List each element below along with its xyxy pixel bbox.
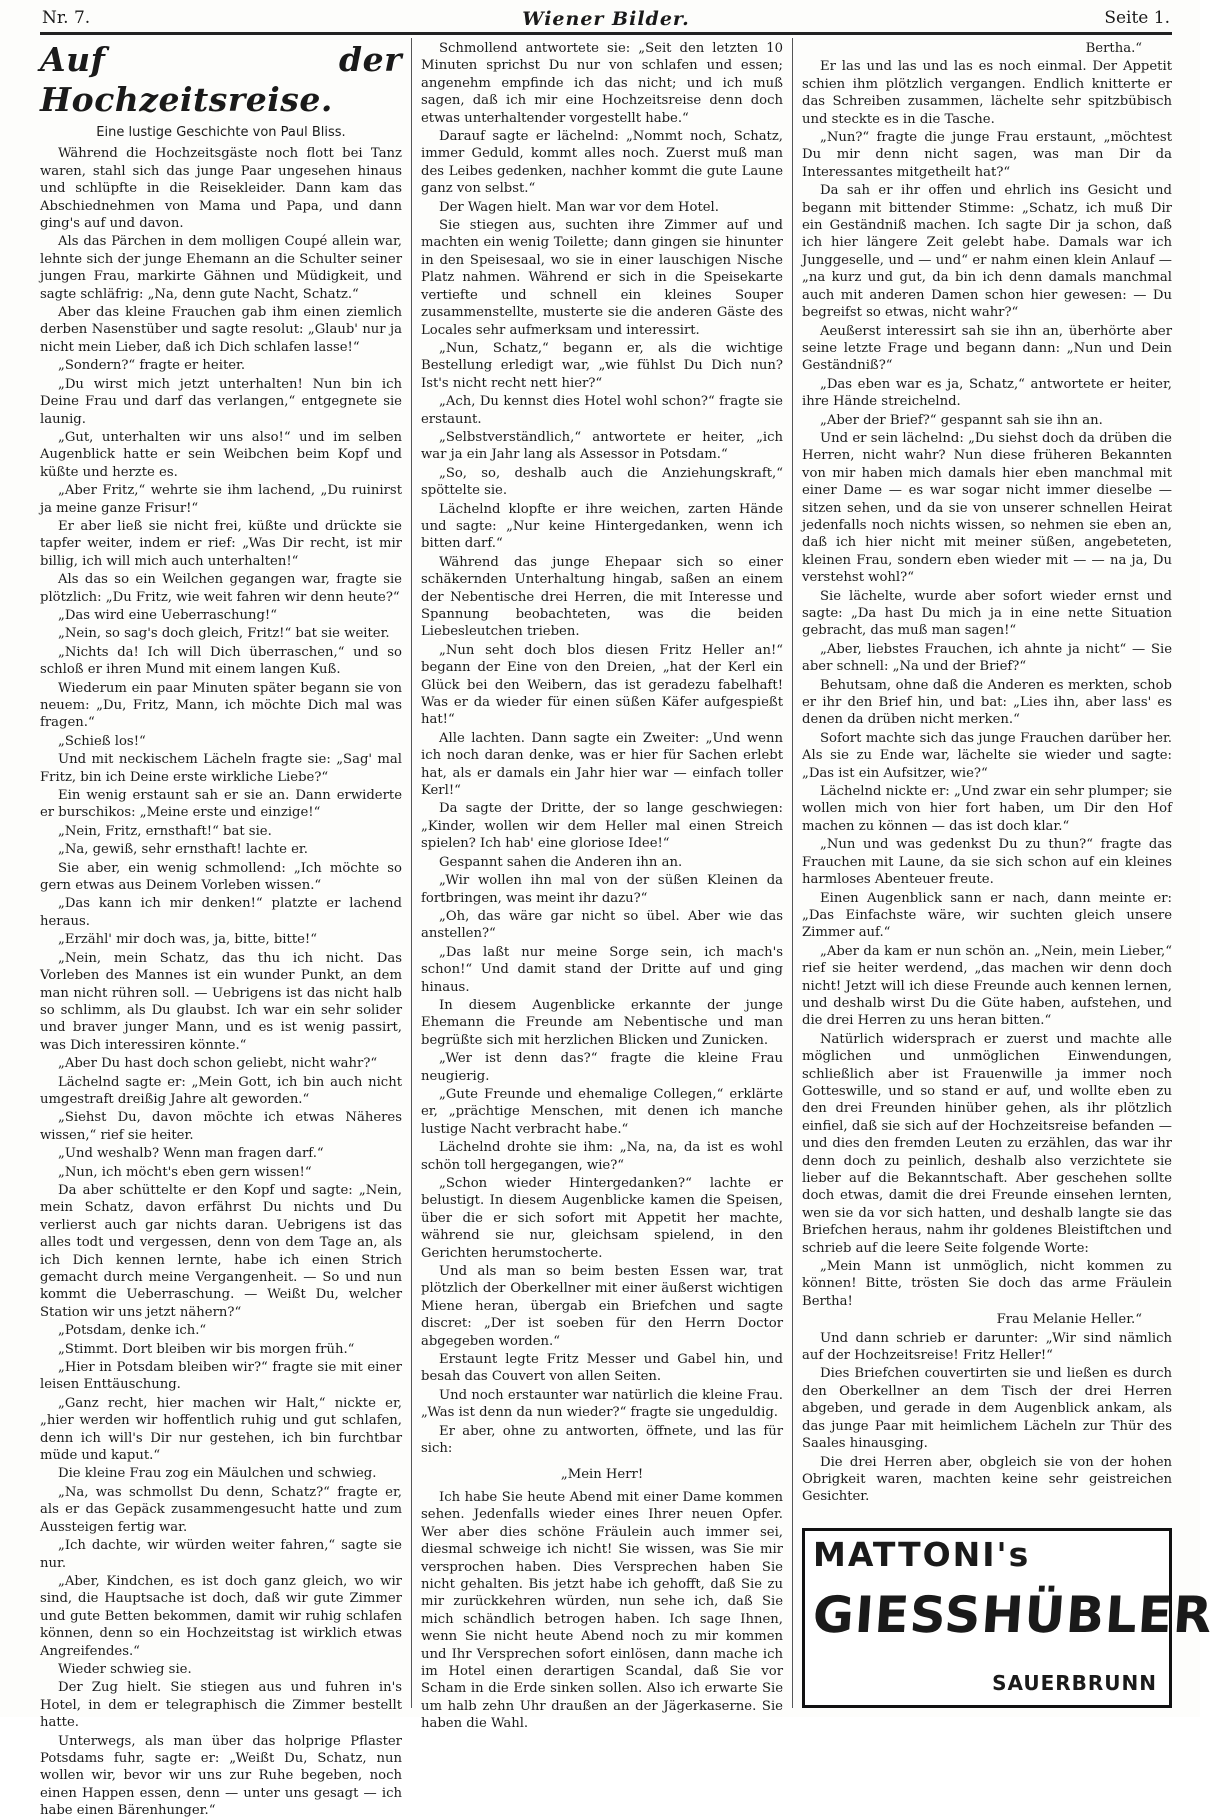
paragraph: „So, so, deshalb auch die Anziehungskraft,“ spöttelte sie. — [421, 465, 783, 499]
paragraph: Sofort machte sich das junge Frauchen darüber her. Als sie zu Ende war, lächelte sie wieder und sagte: „Das ist ein Aufsitzer, wie?“ — [802, 730, 1172, 781]
paragraph: Lächelnd nickte er: „Und zwar ein sehr plumper; sie wollen mich von hier fort haben, um Dir den Hof machen zu können — das ist doch klar.“ — [802, 784, 1172, 834]
paragraph: „Nichts da! Ich will Dich überraschen,“ und so schloß er ihren Mund mit einem langen Kuß. — [40, 644, 402, 678]
paragraph: Und noch erstaunter war natürlich die kleine Frau. „Was ist denn da nun wieder?“ fragte sie ungeduldig. — [421, 1387, 783, 1421]
paragraph: Alle lachten. Dann sagte ein Zweiter: „Und wenn ich noch daran denke, was er hier für Sachen erlebt hat, als er damals ein Jahr hier war — einfach toller Kerl!“ — [421, 730, 783, 799]
paragraph: „Das laßt nur meine Sorge sein, ich mach's schon!“ Und damit stand der Dritte auf und ging hinaus. — [421, 944, 783, 995]
column-rule — [411, 38, 412, 1708]
letter-body: „Mein Mann ist unmöglich, nicht kommen zu können! Bitte, trösten Sie doch das arme Fräulein Bertha! — [802, 1259, 1172, 1309]
paragraph: „Gute Freunde und ehemalige Collegen,“ erklärte er, „prächtige Menschen, mit denen ich manche lustige Nacht verbracht habe.“ — [421, 1086, 783, 1137]
paragraph: Und mit neckischem Lächeln fragte sie: „Sag' mal Fritz, bin ich Deine erste wirkliche Liebe?“ — [40, 752, 402, 785]
paragraph: Wieder schwieg sie. — [58, 1661, 192, 1677]
paragraph: „Aber, Kindchen, es ist doch ganz gleich, wo wir sind, die Hauptsache ist doch, daß wir gute Zimmer und gute Betten bekommen, damit wir ruhig schlafen können, denn so ein Hochzeitstag ist wirklich etwas Angreifendes.“ — [40, 1573, 402, 1659]
paragraph: Unterwegs, als man über das holprige Pflaster Potsdams fuhr, sagte er: „Weißt Du, Schatz, nun wollen wir, bevor wir uns zur Ruhe begeben, noch einen Happen essen, denn — unter uns gesagt — ich habe einen Bärenhunger.“ — [40, 1733, 402, 1819]
column-2 — [421, 40, 783, 1732]
paragraph: „Das kann ich mir denken!“ platzte er lachend heraus. — [40, 896, 402, 929]
paragraph: „Aber der Brief?“ gespannt sah sie ihn an. — [820, 412, 1103, 428]
paragraph: Aber das kleine Frauchen gab ihm einen ziemlich derben Nasenstüber und sagte resolut: „Glaub' nur ja nicht mein Lieber, daß ich Dich schlafen lasse!“ — [40, 305, 402, 355]
paragraph: „Nun, Schatz,“ begann er, als die wichtige Bestellung erledigt war, „wie fühlst Du Dich nun? Ist's nicht recht nett hier?“ — [421, 340, 783, 391]
paragraph: „Nun, ich möcht's eben gern wissen!“ — [58, 1164, 312, 1180]
paragraph: Dies Briefchen couvertirten sie und ließen es durch den Oberkellner an dem Tisch der drei Herren abgeben, und gerade in dem Augenblick ankam, als das junge Paar mit heimlichem Lächeln zur Thür des Saales hinausging. — [802, 1366, 1172, 1452]
paragraph: „Nun?“ fragte die junge Frau erstaunt, „möchtest Du mir denn nicht sagen, was man Dir da Interessantes mitgetheilt hat?“ — [802, 130, 1172, 180]
paragraph: „Hier in Potsdam bleiben wir?“ fragte sie mit einer leisen Enttäuschung. — [40, 1360, 402, 1393]
paragraph: Natürlich widersprach er zuerst und machte alle möglichen und unmöglichen Einwendungen, schließlich aber ist Frauenwille ja immer noch Gotteswille, und so stand er auf, und wollte eben zu den drei Freunden hinüber gehen, als ihr plötzlich einfiel, daß sie sich auf der Hochzeitsreise befanden — und dies den fremden Leuten zu erzählen, das war ihr denn doch zu peinlich, deshalb also verzichtete sie lieber auf die Bekanntschaft. Aber geschehen sollte doch etwas, damit die drei Freunde einsehen lernten, wen sie da vor sich hatten, und deshalb langte sie das Briefchen heraus, nahm ihr goldenes Bleistiftchen und schrieb auf die leere Seite folgende Worte: — [802, 1031, 1172, 1256]
paragraph: „Wer ist denn das?“ fragte die kleine Frau neugierig. — [421, 1051, 783, 1084]
letter-signature: Frau Melanie Heller.“ — [996, 1312, 1142, 1328]
paragraph: „Das wird eine Ueberraschung!“ — [58, 607, 277, 623]
paragraph: „Schieß los!“ — [58, 733, 146, 749]
paragraph: Sie stiegen aus, suchten ihre Zimmer auf und machten ein wenig Toilette; dann gingen sie hinunter in den Speisesaal, wo sie in einer lauschigen Nische Platz nahmen. Während er sich in die Speisekarte vertiefte und schnell ein kleines Souper zusammenstellte, musterte sie die anderen Gäste des Locales sehr aufmerksam und interessirt. — [421, 218, 783, 338]
paragraph: Er aber, ohne zu antworten, öffnete, und las für sich: — [421, 1423, 783, 1457]
issue-number: Nr. 7. — [42, 8, 91, 28]
paragraph: „Nein, so sag's doch gleich, Fritz!“ bat sie weiter. — [58, 626, 390, 642]
paragraph: Lächelnd sagte er: „Mein Gott, ich bin auch nicht umgestraft dreißig Jahre alt geworden.“ — [40, 1074, 402, 1107]
paragraph: „Na, gewiß, sehr ernsthaft! lachte er. — [58, 842, 308, 858]
paragraph: Aeußerst interessirt sah sie ihn an, überhörte aber seine letzte Frage und begann dann: „Nun und Dein Geständniß?“ — [802, 323, 1172, 374]
article-title: Auf der Hochzeitsreise. — [40, 40, 402, 119]
paragraph: Lächelnd drohte sie ihm: „Na, na, da ist es wohl schön toll hergegangen, wie?“ — [421, 1140, 783, 1173]
paragraph: „Selbstverständlich,“ antwortete er heiter, „ich war ja ein Jahr lang als Assessor in Potsdam.“ — [421, 429, 783, 463]
paragraph: „Nein, Fritz, ernsthaft!“ bat sie. — [58, 823, 272, 839]
paragraph: „Und weshalb? Wenn man fragen darf.“ — [58, 1146, 324, 1162]
paragraph: Da sagte der Dritte, der so lange geschwiegen: „Kinder, wollen wir dem Heller mal einen Streich spielen? Ich hab' eine gloriose Idee!“ — [421, 801, 783, 852]
paragraph: Als das so ein Weilchen gegangen war, fragte sie plötzlich: „Du Fritz, wie weit fahren wir denn heute?“ — [40, 572, 402, 605]
paragraph: Und als man so beim besten Essen war, trat plötzlich der Oberkellner mit einer äußerst wichtigen Miene heran, übergab ein Briefchen und sagte discret: „Der ist soeben für den Herrn Doctor abgegeben worden.“ — [421, 1264, 783, 1349]
paragraph: „Stimmt. Dort bleiben wir bis morgen früh.“ — [58, 1341, 355, 1357]
paragraph: Einen Augenblick sann er nach, dann meinte er: „Das Einfachste wäre, wir suchten gleich unsere Zimmer auf.“ — [802, 890, 1172, 941]
paragraph: Und er sein lächelnd: „Du siehst doch da drüben die Herren, nicht wahr? Nun diese früheren Bekannten von mir haben mich damals hier eben manchmal mit einer Dame — es war sogar nicht immer dieselbe — sitzen sehen, und da sie von unserer schnellen Heirat jedenfalls noch nichts wissen, so nehmen sie eben an, daß ich hier nicht mit meiner süßen, angebeteten, kleinen Frau, sondern eben wieder mit — — na ja, Du verstehst wohl?“ — [802, 430, 1172, 586]
paragraph: Schmollend antwortete sie: „Seit den letzten 10 Minuten sprichst Du nur von schlafen und essen; angenehm empfinde ich das nicht; und ich muß sagen, daß ich mir eine Hochzeitsreise denn doch etwas unterhaltender vorgestellt habe.“ — [421, 41, 783, 126]
paragraph: „Nein, mein Schatz, das thu ich nicht. Das Vorleben des Mannes ist ein wunder Punkt, an dem man nicht rühren soll. — Uebrigens ist das nicht halb so schlimm, als Du glaubst. Ich war ein sehr solider und braver junger Mann, und es ist wenig passirt, was Dich interessiren könnte.“ — [40, 950, 402, 1053]
paragraph: „Wir wollen ihn mal von der süßen Kleinen da fortbringen, was meint ihr dazu?“ — [421, 873, 783, 906]
paragraph: Der Zug hielt. Sie stiegen aus und fuhren in's Hotel, in dem er telegraphisch die Zimmer bestellt hatte. — [40, 1680, 402, 1731]
paragraph: Lächelnd klopfte er ihre weichen, zarten Hände und sagte: „Nur keine Hintergedanken, wenn ich bitten darf.“ — [421, 501, 783, 552]
paragraph: „Siehst Du, davon möchte ich etwas Näheres wissen,“ rief sie heiter. — [40, 1110, 402, 1143]
header-rule — [40, 32, 1172, 35]
page-header — [42, 6, 1170, 32]
paragraph: „Ganz recht, hier machen wir Halt,“ nickte er, „hier werden wir hoffentlich ruhig und gut schlafen, denn ich will's Dir nur gestehen, ich bin furchtbar müde und kaput.“ — [40, 1395, 402, 1464]
paragraph: „Aber Du hast doch schon geliebt, nicht wahr?“ — [58, 1056, 378, 1072]
paragraph: „Erzähl' mir doch was, ja, bitte, bitte!“ — [58, 932, 317, 948]
column-3 — [802, 40, 1215, 1705]
paragraph: Als das Pärchen in dem molligen Coupé allein war, lehnte sich der junge Ehemann an die Schulter seiner jungen Frau, markirte Gähnen und Müdigkeit, und sagte schläfrig: „Na, denn gute Nacht, Schatz.“ — [40, 234, 402, 302]
letter-signature: Bertha.“ — [1085, 41, 1142, 56]
paragraph: „Oh, das wäre gar nicht so übel. Aber wie das anstellen?“ — [421, 908, 783, 942]
paragraph: „Du wirst mich jetzt unterhalten! Nun bin ich Deine Frau und darf das verlangen,“ entgegnete sie launig. — [40, 376, 402, 427]
paragraph: Darauf sagte er lächelnd: „Nommt noch, Schatz, immer Geduld, kommt alles noch. Zuerst muß man des Leibes gedenken, nachher kommt die gute Laune ganz von selbst.“ — [421, 129, 783, 197]
column-rule — [792, 38, 793, 1708]
paragraph: Während das junge Ehepaar sich so einer schäkernden Unterhaltung hingab, saßen an einem der Nebentische drei Herren, die mit Interesse und Spannung beobachteten, was die beiden Liebesleutchen trieben. — [421, 554, 783, 640]
paragraph: „Sondern?“ fragte er heiter. — [58, 358, 246, 374]
paragraph: Die kleine Frau zog ein Mäulchen und schwieg. — [58, 1466, 377, 1482]
ad-brand: MATTONI's — [813, 1535, 1031, 1574]
paragraph: Behutsam, ohne daß die Anderen es merkten, schob er ihr den Brief hin, und bat: „Lies ihn, aber lass' es denen da drüben nicht merken.“ — [802, 677, 1172, 728]
paragraph: „Schon wieder Hintergedanken?“ lachte er belustigt. In diesem Augenblicke kamen die Speisen, über die er sich sofort mit Appetit her machte, während sie nur, gleichsam spielend, in den Gerichten herumstocherte. — [421, 1176, 783, 1261]
paragraph: „Ich dachte, wir würden weiter fahren,“ sagte sie nur. — [40, 1538, 402, 1571]
paragraph: Während die Hochzeitsgäste noch flott bei Tanz waren, stahl sich das junge Paar ungesehen hinaus und schlüpfte in die Reisekleider. Dann kam das Abschiednehmen von Mama und Papa, und dann ging's auf und davon. — [40, 146, 402, 232]
paragraph: In diesem Augenblicke erkannte der junge Ehemann die Freunde am Nebentische und man begrüßte sich mit herzlichen Blicken und Zunicken. — [421, 997, 783, 1048]
page-number: Seite 1. — [1104, 8, 1170, 28]
paragraph: „Das eben war es ja, Schatz,“ antwortete er heiter, ihre Hände streichelnd. — [802, 376, 1172, 410]
letter-salutation: „Mein Herr! — [560, 1466, 644, 1482]
advertisement — [802, 1528, 1215, 1708]
paragraph: „Ach, Du kennst dies Hotel wohl schon?“ fragte sie erstaunt. — [421, 394, 783, 427]
paragraph: Da aber schüttelte er den Kopf und sagte: „Nein, mein Schatz, davon erfährst Du nichts und Du verlierst auch gar nichts daran. Uebrigens ist das alles todt und vergessen, denn von dem Tage an, als ich Dich kennen lernte, habe ich einen Strich gemacht durch meine Vergangenheit. — So und nun kommt die Ueberraschung. — Weißt Du, welcher Station wir uns jetzt nähern?“ — [40, 1182, 402, 1320]
ad-subtitle: SAUERBRUNN — [992, 1671, 1157, 1695]
paragraph: „Aber Fritz,“ wehrte sie ihm lachend, „Du ruinirst ja meine ganze Frisur!“ — [40, 483, 402, 516]
letter-body: Ich habe Sie heute Abend mit einer Dame kommen sehen. Jedenfalls wieder eines Ihrer neuen Opfer. Wer aber dies schöne Fräulein auch immer sei, diesmal schweige ich nicht! Sie wissen, was Sie mir versprochen haben. Dies Versprechen haben Sie nicht gehalten. Bis jetzt habe ich gehofft, daß Sie zu mir zurückkehren würden, nun sehe ich, daß Sie mich schändlich betrogen haben. Ich sage Ihnen, wenn Sie nicht heute Abend noch zu mir kommen und Ihr Versprechen sofort einlösen, dann mache ich im Hotel einen derartigen Scandal, daß Sie vor Scham in die Erde sinken sollen. Also ich erwarte Sie um halb zehn Uhr draußen an der Jägerkaserne. Sie haben die Wahl. — [421, 1489, 783, 1732]
paragraph: Die drei Herren aber, obgleich sie von der hohen Obrigkeit waren, machten keine sehr geistreichen Gesichter. — [802, 1454, 1172, 1505]
paragraph: Er las und las und las es noch einmal. Der Appetit schien ihm plötzlich vergangen. Endlich knitterte er das Schreiben zusammen, lächelte sehr spitzbübisch und steckte es in die Tasche. — [802, 59, 1172, 127]
column-1 — [40, 40, 402, 1819]
article-byline: Eine lustige Geschichte von Paul Bliss. — [96, 125, 346, 140]
paragraph: Sie aber, ein wenig schmollend: „Ich möchte so gern etwas aus Deinem Vorleben wissen.“ — [40, 860, 402, 894]
paragraph: „Aber, liebstes Frauchen, ich ahnte ja nicht“ — Sie aber schnell: „Na und der Brief?“ — [802, 641, 1172, 675]
ad-product: GIESSHÜBLER — [810, 1586, 1215, 1644]
paragraph: Erstaunt legte Fritz Messer und Gabel hin, und besah das Couvert von allen Seiten. — [421, 1352, 783, 1385]
paragraph: Sie lächelte, wurde aber sofort wieder ernst und sagte: „Da hast Du mich ja in eine nette Situation gebracht, das muß man sagen!“ — [802, 588, 1172, 639]
paragraph: „Nun seht doch blos diesen Fritz Heller an!“ begann der Eine von den Dreien, „hat der Kerl ein Glück bei den Weibern, das ist geradezu fabelhaft! Was er da wieder für einen süßen Käfer aufgespießt hat!“ — [421, 642, 783, 728]
paragraph: Und dann schrieb er darunter: „Wir sind nämlich auf der Hochzeitsreise! Fritz Heller!“ — [802, 1330, 1172, 1364]
paragraph: Gespannt sahen die Anderen ihn an. — [439, 854, 683, 870]
paragraph: „Potsdam, denke ich.“ — [58, 1323, 207, 1339]
publication-title: Wiener Bilder. — [522, 8, 690, 30]
paragraph: „Na, was schmollst Du denn, Schatz?“ fragte er, als er das Gepäck zusammengesucht hatte und zum Aussteigen fertig war. — [40, 1484, 402, 1535]
paragraph: „Aber da kam er nun schön an. „Nein, mein Lieber,“ rief sie heiter werdend, „das machen wir denn doch nicht! Jetzt will ich diese Freunde auch kennen lernen, und deshalb wirst Du die Güte haben, aufstehen, und die drei Herren zu uns heran bitten.“ — [802, 943, 1172, 1029]
paragraph: Er aber ließ sie nicht frei, küßte und drückte sie tapfer weiter, indem er rief: „Was Dir recht, ist mir billig, ich will mich auch unterhalten!“ — [40, 518, 402, 569]
paragraph: Da sah er ihr offen und ehrlich ins Gesicht und begann mit bittender Stimme: „Schatz, ich muß Dir ein Geständniß machen. Ich sagte Dir ja schon, daß ich hier längere Zeit gelebt habe. Damals war ich Junggeselle, und — und“ er nahm einen klein Anlauf — „na kurz und gut, da bin ich denn damals manchmal auch mit anderen Damen schon hier gewesen: — Du begreifst so etwas, nicht wahr?“ — [802, 183, 1172, 321]
paragraph: Der Wagen hielt. Man war vor dem Hotel. — [439, 199, 719, 215]
paragraph: Ein wenig erstaunt sah er sie an. Dann erwiderte er burschikos: „Meine erste und einzige!“ — [40, 788, 402, 821]
paragraph: Wiederum ein paar Minuten später begann sie von neuem: „Du, Fritz, Mann, ich möchte Dich mal was fragen.“ — [40, 680, 402, 731]
paragraph: „Gut, unterhalten wir uns also!“ und im selben Augenblick hatte er sein Weibchen beim Kopf und küßte und herzte es. — [40, 429, 402, 480]
paragraph: „Nun und was gedenkst Du zu thun?“ fragte das Frauchen mit Laune, da sie sich schon auf ein kleines harmloses Abenteuer freute. — [802, 837, 1172, 888]
